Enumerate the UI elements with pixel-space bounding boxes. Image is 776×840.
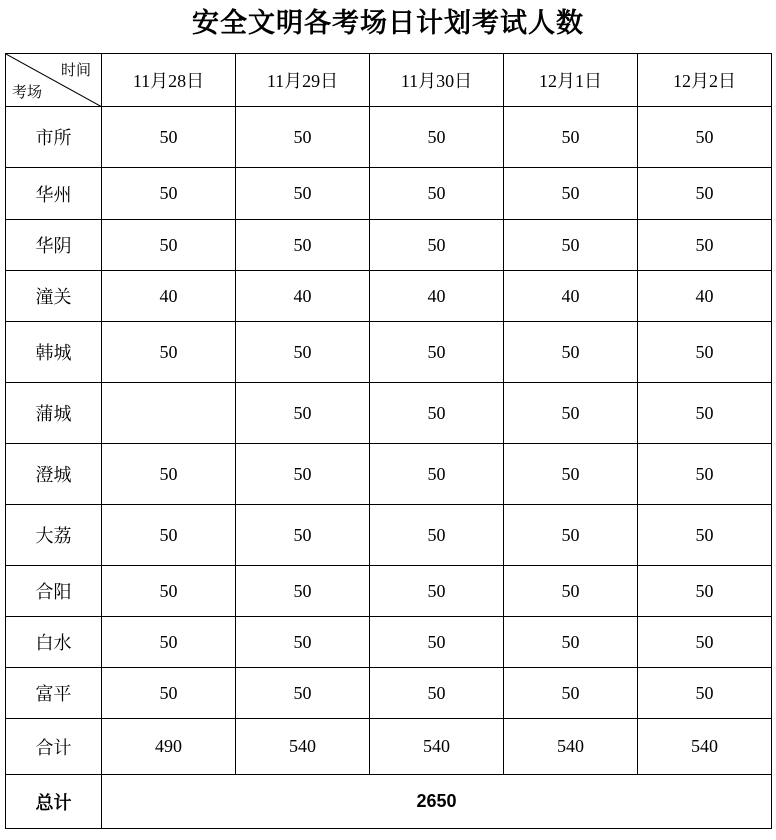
table-row — [6, 444, 772, 505]
count-cell: 50 — [370, 322, 504, 383]
venue-cell: 市所 — [6, 107, 102, 168]
venue-cell: 潼关 — [6, 271, 102, 322]
count-cell: 50 — [638, 566, 772, 617]
page-title: 安全文明各考场日计划考试人数 — [192, 8, 584, 39]
count-cell: 50 — [638, 505, 772, 566]
count-cell: 50 — [638, 322, 772, 383]
header-row — [6, 54, 772, 107]
table-row — [6, 107, 772, 168]
subtotal-cell: 540 — [504, 719, 638, 775]
table-row — [6, 322, 772, 383]
count-cell: 50 — [236, 617, 370, 668]
count-cell: 50 — [504, 668, 638, 719]
count-cell: 50 — [102, 220, 236, 271]
count-cell: 50 — [638, 107, 772, 168]
count-cell: 50 — [102, 444, 236, 505]
venue-cell: 韩城 — [6, 322, 102, 383]
count-cell: 50 — [504, 107, 638, 168]
date-header: 11月29日 — [236, 54, 370, 107]
count-cell: 40 — [504, 271, 638, 322]
count-cell: 50 — [504, 566, 638, 617]
count-cell: 50 — [638, 383, 772, 444]
count-cell: 50 — [638, 617, 772, 668]
count-cell: 50 — [102, 107, 236, 168]
count-cell: 50 — [638, 444, 772, 505]
count-cell: 50 — [504, 444, 638, 505]
venue-cell: 富平 — [6, 668, 102, 719]
count-cell: 50 — [370, 668, 504, 719]
venue-cell: 澄城 — [6, 444, 102, 505]
date-header: 11月28日 — [102, 54, 236, 107]
count-cell: 50 — [370, 220, 504, 271]
count-cell: 40 — [102, 271, 236, 322]
subtotal-cell: 540 — [370, 719, 504, 775]
exam-plan-table — [5, 53, 772, 829]
venue-cell: 合阳 — [6, 566, 102, 617]
subtotal-label: 合计 — [6, 719, 102, 775]
count-cell: 50 — [236, 168, 370, 220]
count-cell: 50 — [504, 617, 638, 668]
date-header: 12月2日 — [638, 54, 772, 107]
count-cell: 50 — [370, 617, 504, 668]
corner-label-venue: 考场 — [12, 83, 43, 101]
subtotal-cell: 540 — [236, 719, 370, 775]
count-cell: 40 — [236, 271, 370, 322]
count-cell: 50 — [638, 668, 772, 719]
count-cell: 50 — [504, 383, 638, 444]
count-cell: 50 — [370, 168, 504, 220]
count-cell: 50 — [504, 168, 638, 220]
count-cell: 50 — [236, 383, 370, 444]
table-row — [6, 168, 772, 220]
corner-header-cell — [6, 54, 102, 107]
count-cell: 50 — [370, 107, 504, 168]
count-cell: 50 — [236, 566, 370, 617]
count-cell: 50 — [102, 566, 236, 617]
subtotal-cell: 490 — [102, 719, 236, 775]
count-cell: 50 — [236, 505, 370, 566]
count-cell: 40 — [638, 271, 772, 322]
table-row — [6, 271, 772, 322]
count-cell: 50 — [504, 505, 638, 566]
count-cell: 50 — [102, 505, 236, 566]
count-cell: 50 — [102, 617, 236, 668]
venue-cell: 蒲城 — [6, 383, 102, 444]
subtotal-row — [6, 719, 772, 775]
count-cell — [102, 383, 236, 444]
venue-cell: 华州 — [6, 168, 102, 220]
total-row — [6, 775, 772, 829]
count-cell: 40 — [370, 271, 504, 322]
count-cell: 50 — [236, 322, 370, 383]
count-cell: 50 — [638, 220, 772, 271]
count-cell: 50 — [236, 220, 370, 271]
venue-cell: 大荔 — [6, 505, 102, 566]
count-cell: 50 — [370, 383, 504, 444]
count-cell: 50 — [236, 107, 370, 168]
table-row — [6, 617, 772, 668]
count-cell: 50 — [370, 505, 504, 566]
count-cell: 50 — [102, 668, 236, 719]
total-value: 2650 — [102, 775, 772, 829]
date-header: 11月30日 — [370, 54, 504, 107]
date-header: 12月1日 — [504, 54, 638, 107]
count-cell: 50 — [236, 444, 370, 505]
table-row — [6, 220, 772, 271]
total-label: 总计 — [6, 775, 102, 829]
count-cell: 50 — [370, 566, 504, 617]
count-cell: 50 — [102, 322, 236, 383]
count-cell: 50 — [504, 322, 638, 383]
count-cell: 50 — [370, 444, 504, 505]
venue-cell: 华阴 — [6, 220, 102, 271]
table-row — [6, 566, 772, 617]
corner-label-time: 时间 — [60, 61, 91, 79]
venue-cell: 白水 — [6, 617, 102, 668]
table-row — [6, 668, 772, 719]
subtotal-cell: 540 — [638, 719, 772, 775]
count-cell: 50 — [236, 668, 370, 719]
count-cell: 50 — [638, 168, 772, 220]
table-row — [6, 505, 772, 566]
count-cell: 50 — [504, 220, 638, 271]
count-cell: 50 — [102, 168, 236, 220]
table-row — [6, 383, 772, 444]
